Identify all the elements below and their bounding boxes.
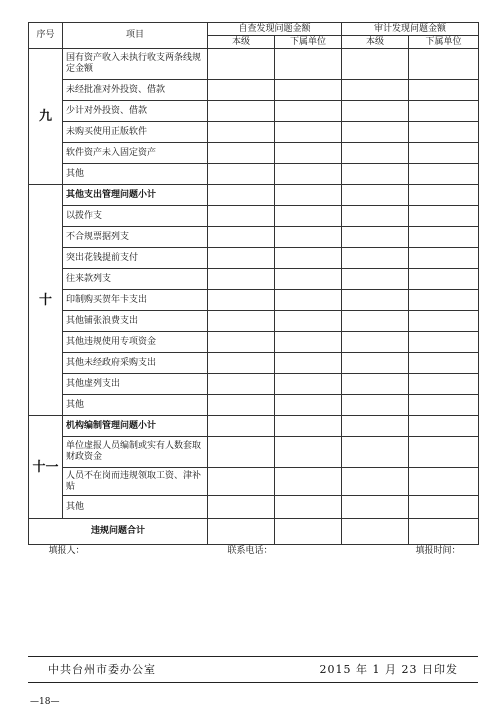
seq-header: 序号 [29, 23, 63, 49]
amount-cell[interactable] [409, 374, 479, 395]
amount-cell[interactable] [275, 468, 342, 496]
amount-cell[interactable] [208, 311, 275, 332]
amount-cell[interactable] [275, 395, 342, 416]
amount-cell[interactable] [342, 437, 409, 468]
amount-cell[interactable] [275, 227, 342, 248]
amount-cell[interactable] [275, 80, 342, 101]
section-seq-9: 九 [29, 49, 63, 185]
amount-cell[interactable] [342, 496, 409, 519]
grand-total-label: 违规问题合计 [29, 519, 208, 545]
amount-cell[interactable] [208, 143, 275, 164]
table-row-label: 其他铺张浪费支出 [63, 311, 208, 332]
subtotal-label: 机构编制管理问题小计 [63, 416, 208, 437]
table-row-label: 其他虚列支出 [63, 374, 208, 395]
self-check-own-level-header: 本级 [208, 36, 275, 49]
table-row-label: 突出花钱提前支付 [63, 248, 208, 269]
reporter-label: 填报人： [48, 545, 85, 556]
amount-cell[interactable] [342, 143, 409, 164]
amount-cell[interactable] [208, 353, 275, 374]
issuing-office: 中共台州市委办公室 [48, 663, 156, 676]
table-row-label: 往来款列支 [63, 269, 208, 290]
amount-cell[interactable] [342, 416, 409, 437]
amount-cell[interactable] [342, 164, 409, 185]
footer-bottom-rule [28, 682, 478, 683]
amount-cell[interactable] [208, 164, 275, 185]
amount-cell[interactable] [275, 101, 342, 122]
phone-label: 联系电话： [227, 545, 273, 556]
table-row-label: 其他 [63, 496, 208, 519]
amount-cell[interactable] [409, 416, 479, 437]
amount-cell[interactable] [342, 122, 409, 143]
table-row-label: 国有资产收入未执行收支两条线规定金额 [63, 49, 208, 80]
amount-cell[interactable] [208, 374, 275, 395]
amount-cell[interactable] [275, 437, 342, 468]
section-seq-11: 十一 [29, 416, 63, 519]
footer-top-rule [28, 656, 478, 657]
amount-cell[interactable] [208, 290, 275, 311]
amount-cell[interactable] [208, 437, 275, 468]
table-row-label: 未购买使用正版软件 [63, 122, 208, 143]
amount-cell[interactable] [275, 290, 342, 311]
amount-cell[interactable] [275, 332, 342, 353]
amount-cell[interactable] [208, 332, 275, 353]
amount-cell[interactable] [409, 395, 479, 416]
item-header: 项目 [63, 23, 208, 49]
amount-cell[interactable] [409, 49, 479, 80]
amount-cell[interactable] [208, 269, 275, 290]
amount-cell[interactable] [275, 49, 342, 80]
amount-cell[interactable] [409, 122, 479, 143]
amount-cell[interactable] [342, 353, 409, 374]
amount-cell[interactable] [409, 353, 479, 374]
amount-cell[interactable] [208, 519, 275, 545]
amount-cell[interactable] [342, 206, 409, 227]
amount-cell[interactable] [208, 416, 275, 437]
amount-cell[interactable] [275, 206, 342, 227]
amount-cell[interactable] [275, 496, 342, 519]
table-row-label: 其他未经政府采购支出 [63, 353, 208, 374]
amount-cell[interactable] [342, 332, 409, 353]
issue-date: 2015 年 1 月 23 日印发 [319, 663, 458, 676]
table-row-label: 少计对外投资、借款 [63, 101, 208, 122]
amount-cell[interactable] [208, 80, 275, 101]
subtotal-label: 其他支出管理问题小计 [63, 185, 208, 206]
amount-cell[interactable] [409, 185, 479, 206]
amount-cell[interactable] [275, 353, 342, 374]
amount-cell[interactable] [342, 290, 409, 311]
amount-cell[interactable] [409, 519, 479, 545]
amount-cell[interactable] [275, 122, 342, 143]
amount-cell[interactable] [342, 519, 409, 545]
amount-cell[interactable] [342, 80, 409, 101]
amount-cell[interactable] [409, 332, 479, 353]
amount-cell[interactable] [409, 290, 479, 311]
issuer-footer [28, 661, 478, 677]
amount-cell[interactable] [342, 269, 409, 290]
table-row-label: 印制购买贺年卡支出 [63, 290, 208, 311]
amount-cell[interactable] [275, 269, 342, 290]
amount-cell[interactable] [342, 468, 409, 496]
table-row-label: 其他 [63, 395, 208, 416]
table-row-label: 人员不在岗而违规领取工资、津补贴 [63, 468, 208, 496]
amount-cell[interactable] [275, 185, 342, 206]
table-row-label: 单位虚报人员编制或实有人数套取财政资金 [63, 437, 208, 468]
amount-cell[interactable] [208, 496, 275, 519]
amount-cell[interactable] [208, 185, 275, 206]
amount-cell[interactable] [409, 269, 479, 290]
amount-cell[interactable] [342, 248, 409, 269]
amount-cell[interactable] [409, 227, 479, 248]
amount-cell[interactable] [409, 206, 479, 227]
amount-cell[interactable] [275, 248, 342, 269]
amount-cell[interactable] [275, 519, 342, 545]
amount-cell[interactable] [275, 416, 342, 437]
amount-cell[interactable] [342, 311, 409, 332]
amount-cell[interactable] [342, 227, 409, 248]
amount-cell[interactable] [275, 311, 342, 332]
table-row-label: 软件资产未入固定资产 [63, 143, 208, 164]
table-row-label: 其他违规使用专项资金 [63, 332, 208, 353]
audit-problem-table [28, 22, 479, 558]
amount-cell[interactable] [409, 248, 479, 269]
table-row-label: 未经批准对外投资、借款 [63, 80, 208, 101]
audit-sub-units-header: 下属单位 [409, 36, 479, 49]
amount-cell[interactable] [342, 374, 409, 395]
amount-cell[interactable] [208, 395, 275, 416]
amount-cell[interactable] [208, 227, 275, 248]
amount-cell[interactable] [409, 437, 479, 468]
amount-cell[interactable] [208, 49, 275, 80]
table-row-label: 其他 [63, 164, 208, 185]
amount-cell[interactable] [342, 49, 409, 80]
amount-cell[interactable] [208, 248, 275, 269]
amount-cell[interactable] [275, 164, 342, 185]
audit-found-header: 审计发现问题金额 [342, 23, 479, 36]
self-check-sub-units-header: 下属单位 [275, 36, 342, 49]
amount-cell[interactable] [409, 311, 479, 332]
self-check-header: 自查发现问题金额 [208, 23, 342, 36]
amount-cell[interactable] [208, 101, 275, 122]
amount-cell[interactable] [409, 80, 479, 101]
table-row-label: 以拨作支 [63, 206, 208, 227]
amount-cell[interactable] [409, 101, 479, 122]
page-number: —18— [30, 697, 60, 707]
audit-own-level-header: 本级 [342, 36, 409, 49]
amount-cell[interactable] [208, 468, 275, 496]
amount-cell[interactable] [409, 143, 479, 164]
amount-cell[interactable] [409, 496, 479, 519]
amount-cell[interactable] [409, 164, 479, 185]
amount-cell[interactable] [409, 468, 479, 496]
time-label: 填报时间： [415, 545, 461, 556]
table-row-label: 不合规票据列支 [63, 227, 208, 248]
amount-cell[interactable] [208, 122, 275, 143]
amount-cell[interactable] [342, 395, 409, 416]
amount-cell[interactable] [275, 374, 342, 395]
amount-cell[interactable] [342, 101, 409, 122]
amount-cell[interactable] [342, 185, 409, 206]
section-seq-10: 十 [29, 185, 63, 416]
amount-cell[interactable] [275, 143, 342, 164]
amount-cell[interactable] [208, 206, 275, 227]
fill-info-row [29, 545, 479, 558]
